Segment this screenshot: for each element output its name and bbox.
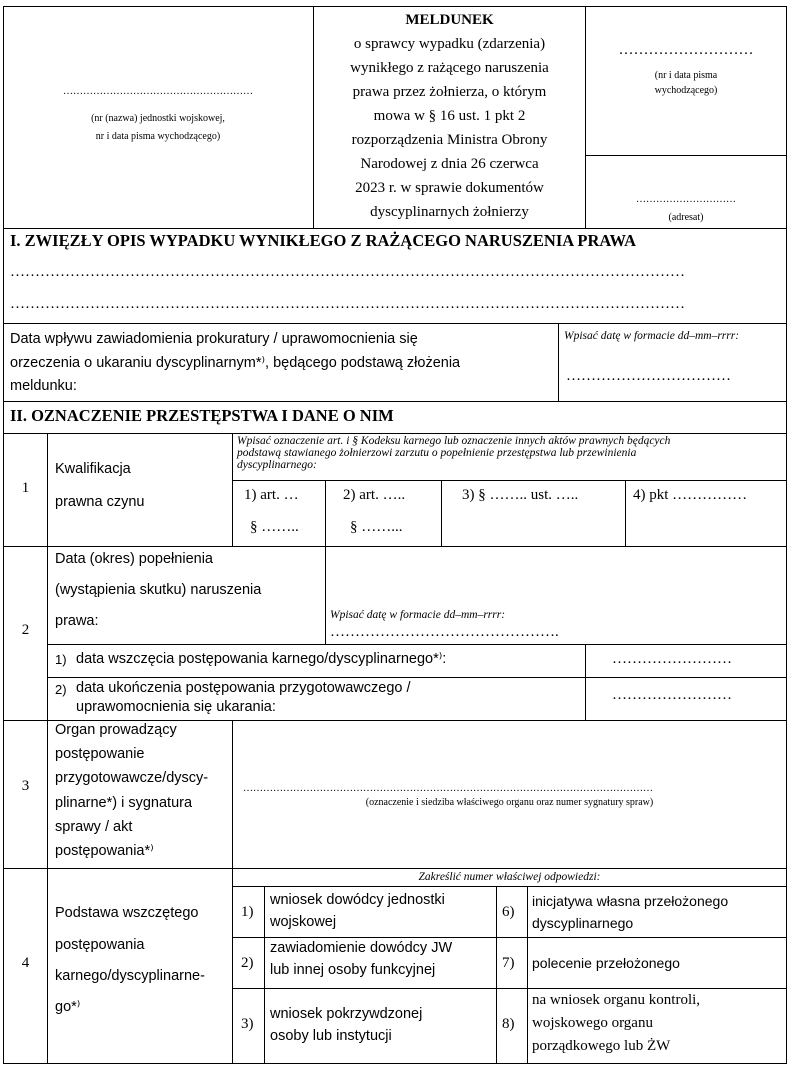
row1-div-c2 <box>325 480 326 546</box>
title-line-6: Narodowej z dnia 26 czerwca <box>360 156 539 172</box>
row4-option-2-line1: zawiadomienie dowódcy JW <box>270 940 453 956</box>
row4-option-6-number[interactable]: 6) <box>502 904 515 920</box>
row3-label-2: postępowanie <box>55 746 145 762</box>
unit-caption-line1: (nr (nazwa) jednostki wojskowej, <box>91 113 225 124</box>
frame-top <box>3 6 786 7</box>
section1-dots-line-2: ……………………………………………………………………………………………………………………… <box>10 296 685 312</box>
row4-option-6-line1: inicjatywa własna przełożonego <box>532 893 729 909</box>
row2-label-div <box>325 546 326 644</box>
row4-option-2-line2: lub innej osoby funkcyjnej <box>270 962 436 978</box>
row4-option-7-line1: polecenie przełożonego <box>532 955 680 971</box>
row2-label-1: Data (okres) popełnienia <box>55 551 213 567</box>
row1-div-c3 <box>441 480 442 546</box>
receipt-date-label-3: meldunku: <box>10 378 77 394</box>
row1-pkt[interactable]: 4) pkt …………… <box>633 487 748 503</box>
row4-div-mid <box>496 886 497 1064</box>
row1-label-div <box>232 433 233 546</box>
row1-hint-1: Wpisać oznaczenie art. i § Kodeksu karnego lub oznaczenie innych aktów prawnych będących <box>237 435 671 447</box>
letter-number-dots: ……………………… <box>618 42 754 58</box>
frame-left <box>3 6 4 1064</box>
row1-par-2[interactable]: § ……... <box>350 519 403 535</box>
row2-sub2-text-1: data ukończenia postępowania przygotowawczego / <box>76 680 411 696</box>
sec2-top <box>3 401 786 402</box>
row4-label-1: Podstawa wszczętego <box>55 905 199 921</box>
row4-div-n2 <box>527 886 528 1064</box>
row4-number: 4 <box>21 955 30 971</box>
row2-label-3: prawa: <box>55 613 99 629</box>
row1-art-2[interactable]: 2) art. ….. <box>343 487 406 503</box>
row4-option-3-number[interactable]: 3) <box>241 1016 254 1032</box>
receipt-date-field[interactable]: …………………………… <box>566 368 731 384</box>
row4-label-2: postępowania <box>55 937 145 953</box>
letter-caption-line2: wychodzącego) <box>654 85 718 96</box>
row2-bottom <box>3 720 786 721</box>
row3-number: 3 <box>21 778 30 794</box>
row1-label-1: Kwalifikacja <box>55 461 131 477</box>
title-line-4: mowa w § 16 ust. 1 pkt 2 <box>373 108 526 124</box>
row2-sub-div <box>585 644 586 720</box>
row3-label-div <box>232 720 233 868</box>
adresat-dots: ………………………… <box>636 194 736 205</box>
row2-label-2: (wystąpienia skutku) naruszenia <box>55 582 262 598</box>
unit-number-dots: ………………………………………………… <box>63 86 253 97</box>
row4-hint: Zakreślić numer właściwej odpowiedzi: <box>418 871 601 883</box>
row4-opt2-top <box>232 937 786 938</box>
receipt-date-label-2: orzeczenia o ukaraniu dyscyplinarnym*⁾, będącego podstawą złożenia <box>10 355 461 371</box>
row4-label-div <box>232 868 233 1064</box>
adresat-caption: (adresat) <box>668 212 704 223</box>
unit-caption-line2: nr i data pisma wychodzącego) <box>95 131 221 142</box>
title-line-1: o sprawcy wypadku (zdarzenia) <box>353 36 546 52</box>
row1-hint-2: podstawą stawianego żołnierzowi zarzutu o popełnienie przestępstwa lub przewinienia <box>237 447 637 459</box>
document-title: MELDUNEK <box>405 12 494 28</box>
title-line-7: 2023 r. w sprawie dokumentów <box>355 180 544 196</box>
row3-label-5: sprawy / akt <box>55 819 133 835</box>
row4-option-6-line2: dyscyplinarnego <box>532 915 634 931</box>
row1-number: 1 <box>21 480 30 496</box>
row3-bottom <box>3 868 786 869</box>
row1-bottom <box>3 546 786 547</box>
row4-option-8-line2: wojskowego organu <box>532 1015 653 1031</box>
header-bottom <box>3 228 786 229</box>
sec1-data-divider <box>558 323 559 401</box>
title-line-2: wynikłego z rażącego naruszenia <box>350 60 549 76</box>
sec2-heading-bottom <box>3 433 786 434</box>
row4-option-8-line3: porządkowego lub ŻW <box>532 1038 671 1054</box>
row4-option-7-number[interactable]: 7) <box>502 955 515 971</box>
row4-option-2-number[interactable]: 2) <box>241 955 254 971</box>
row4-option-8-line1: na wniosek organu kontroli, <box>532 992 701 1008</box>
row4-option-1-line2: wojskowej <box>270 914 337 930</box>
title-line-8: dyscyplinarnych żołnierzy <box>370 204 529 220</box>
row3-label-6: postępowania*⁾ <box>55 843 154 859</box>
row1-par-1[interactable]: § …….. <box>250 519 299 535</box>
row4-option-1-line1: wniosek dowódcy jednostki <box>270 892 445 908</box>
row2-sub1-text: data wszczęcia postępowania karnego/dyscyplinarnego*⁾: <box>76 651 447 667</box>
section2-heading: II. OZNACZENIE PRZESTĘPSTWA I DANE O NIM <box>10 406 394 425</box>
section1-heading: I. ZWIĘZŁY OPIS WYPADKU WYNIKŁEGO Z RAŻĄCEGO NARUSZENIA PRAWA <box>10 231 637 250</box>
row4-div-n1 <box>264 886 265 1064</box>
row4-option-1-number[interactable]: 1) <box>241 904 254 920</box>
receipt-date-hint: Wpisać datę w formacie dd–mm–rrrr: <box>564 330 740 342</box>
row2-sub2-number: 2) <box>55 682 67 697</box>
row3-caption: (oznaczenie i siedziba właściwego organu oraz numer sygnatury spraw) <box>365 797 654 808</box>
row2-sub2-top <box>47 677 786 678</box>
row3-label-4: plinarne*) i sygnatura <box>55 795 193 811</box>
row3-organ-field[interactable]: …………………………………………………………………………………………………………… <box>243 783 653 794</box>
row2-sub1-number: 1) <box>55 652 67 667</box>
row3-label-3: przygotowawcze/dyscy- <box>55 770 209 786</box>
row4-label-3: karnego/dyscyplinarne- <box>55 968 205 984</box>
row2-sub2-text-2: uprawomocnienia się ukarania: <box>76 699 276 715</box>
row2-sub2-field[interactable]: …………………… <box>612 687 732 703</box>
row2-hint: Wpisać datę w formacie dd–mm–rrrr: <box>330 609 506 621</box>
row2-number: 2 <box>21 622 30 638</box>
letter-caption-line1: (nr i data pisma <box>654 70 718 81</box>
row1-div-c4 <box>625 480 626 546</box>
row4-hint-bottom <box>232 886 786 887</box>
num-col-line-lower <box>47 720 48 1064</box>
row4-option-3-line2: osoby lub instytucji <box>270 1028 392 1044</box>
row1-hint-bottom <box>232 480 786 481</box>
row4-label-4: go*⁾ <box>55 999 81 1015</box>
row4-option-3-line1: wniosek pokrzywdzonej <box>270 1006 423 1022</box>
frame-bottom <box>3 1063 787 1064</box>
row2-sub1-field[interactable]: …………………… <box>612 651 732 667</box>
row3-label-1: Organ prowadzący <box>55 722 177 738</box>
row4-option-8-number[interactable]: 8) <box>502 1016 515 1032</box>
row2-date-field[interactable]: ………………………………………. <box>330 624 559 640</box>
row1-label-2: prawna czynu <box>55 494 145 510</box>
row1-par-ust[interactable]: 3) § …….. ust. ….. <box>462 487 579 503</box>
row1-art-1[interactable]: 1) art. … <box>244 487 299 503</box>
title-line-5: rozporządzenia Ministra Obrony <box>351 132 548 148</box>
header-div-adresat <box>585 155 786 156</box>
row2-sub1-top <box>47 644 786 645</box>
row4-opt3-top <box>232 988 786 989</box>
frame-right <box>786 6 787 1064</box>
section1-dots-line-1: ……………………………………………………………………………………………………………………… <box>10 264 685 280</box>
receipt-date-label-1: Data wpływu zawiadomienia prokuratury / uprawomocnienia się <box>10 331 418 347</box>
row1-hint-3: dyscyplinarnego: <box>237 459 317 471</box>
title-line-3: prawa przez żołnierza, o którym <box>352 84 547 100</box>
sec1-separator <box>3 323 786 324</box>
